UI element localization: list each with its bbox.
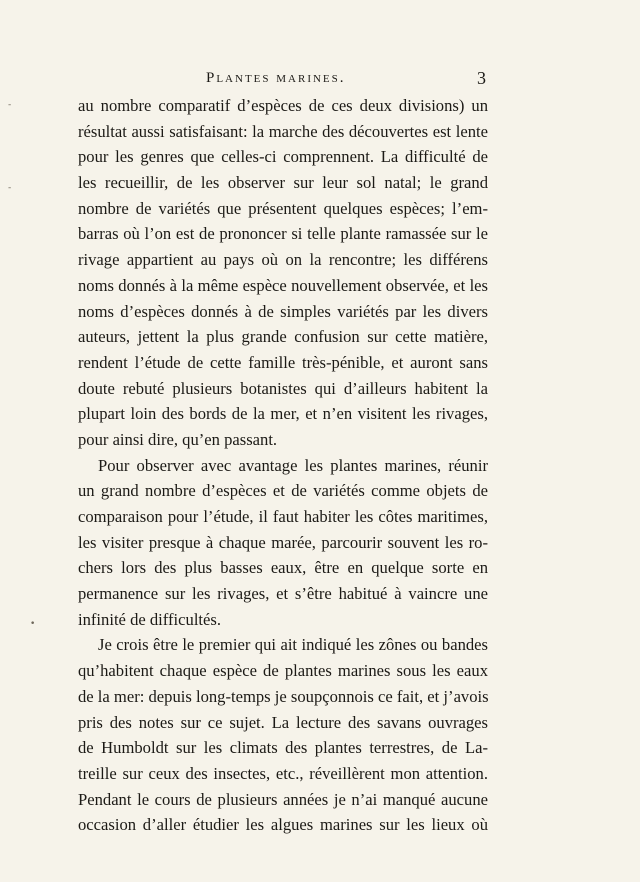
page-number: 3: [477, 68, 486, 88]
text-line: pour ainsi dire, qu’en passant.: [78, 429, 278, 449]
text-line: infinité de difficultés.: [78, 609, 222, 629]
text-line: occasion d’aller étudier les algues marines sur les lieux où: [78, 815, 488, 835]
text-line: permanence sur les rivages, et s’être habitué à vaincre une: [78, 584, 488, 604]
text-line: pour les genres que celles-ci comprennent. La difficulté de: [78, 147, 488, 167]
text-line: résultat aussi satisfaisant: la marche des découvertes est lente: [78, 121, 488, 141]
paragraph: [78, 93, 488, 453]
margin-mark: -: [8, 183, 12, 193]
text-line: rendent l’étude de cette famille très-pénible, et auront sans: [78, 352, 488, 372]
text-line: plupart loin des bords de la mer, et n’en visitent les rivages,: [78, 404, 488, 424]
text-line: un grand nombre d’espèces et de variétés comme objets de: [78, 481, 488, 501]
running-title: Plantes marines.: [206, 70, 346, 86]
text-line: treille sur ceux des insectes, etc., réveillèrent mon attention.: [78, 763, 488, 783]
text-line: au nombre comparatif d’espèces de ces deux divisions) un: [78, 96, 488, 115]
text-line: noms donnés à la même espèce nouvellement observée, et les: [78, 275, 488, 295]
margin-mark: -: [8, 100, 12, 110]
text-line: barras où l’on est de prononcer si telle plante ramassée sur le: [78, 224, 488, 244]
text-line: les recueillir, de les observer sur leur sol natal; le grand: [78, 173, 488, 193]
running-head: [78, 70, 486, 90]
body-text: [78, 93, 488, 838]
text-line: doute rebuté plusieurs botanistes qui d’ailleurs habitent la: [78, 378, 488, 398]
text-line: qu’habitent chaque espèce de plantes marines sous les eaux: [78, 661, 488, 681]
text-line: auteurs, jettent la plus grande confusion sur cette matière,: [78, 327, 488, 347]
text-line: nombre de variétés que présentent quelques espèces; l’em-: [78, 198, 488, 218]
text-line: Pour observer avec avantage les plantes marines, réunir: [98, 455, 488, 475]
paragraph: [78, 632, 488, 838]
text-line: noms d’espèces donnés à de simples variétés par les divers: [78, 301, 488, 321]
text-line: Pendant le cours de plusieurs années je n’ai manqué aucune: [78, 789, 488, 809]
text-line: chers lors des plus basses eaux, être en quelque sorte en: [78, 558, 488, 578]
text-line: Je crois être le premier qui ait indiqué les zônes ou bandes: [98, 635, 488, 655]
text-line: rivage appartient au pays où on la rencontre; les différens: [78, 250, 488, 270]
text-line: comparaison pour l’étude, il faut habiter les côtes maritimes,: [78, 507, 488, 526]
paragraph: [78, 453, 488, 633]
text-line: les visiter presque à chaque marée, parcourir souvent les ro-: [78, 532, 488, 552]
margin-mark: •: [30, 619, 36, 629]
text-line: de la mer: depuis long-temps je soupçonnois ce fait, et j’avois: [78, 686, 489, 706]
text-line: pris des notes sur ce sujet. La lecture des savans ouvrages: [78, 712, 488, 732]
text-line: de Humboldt sur les climats des plantes terrestres, de La-: [78, 738, 488, 758]
